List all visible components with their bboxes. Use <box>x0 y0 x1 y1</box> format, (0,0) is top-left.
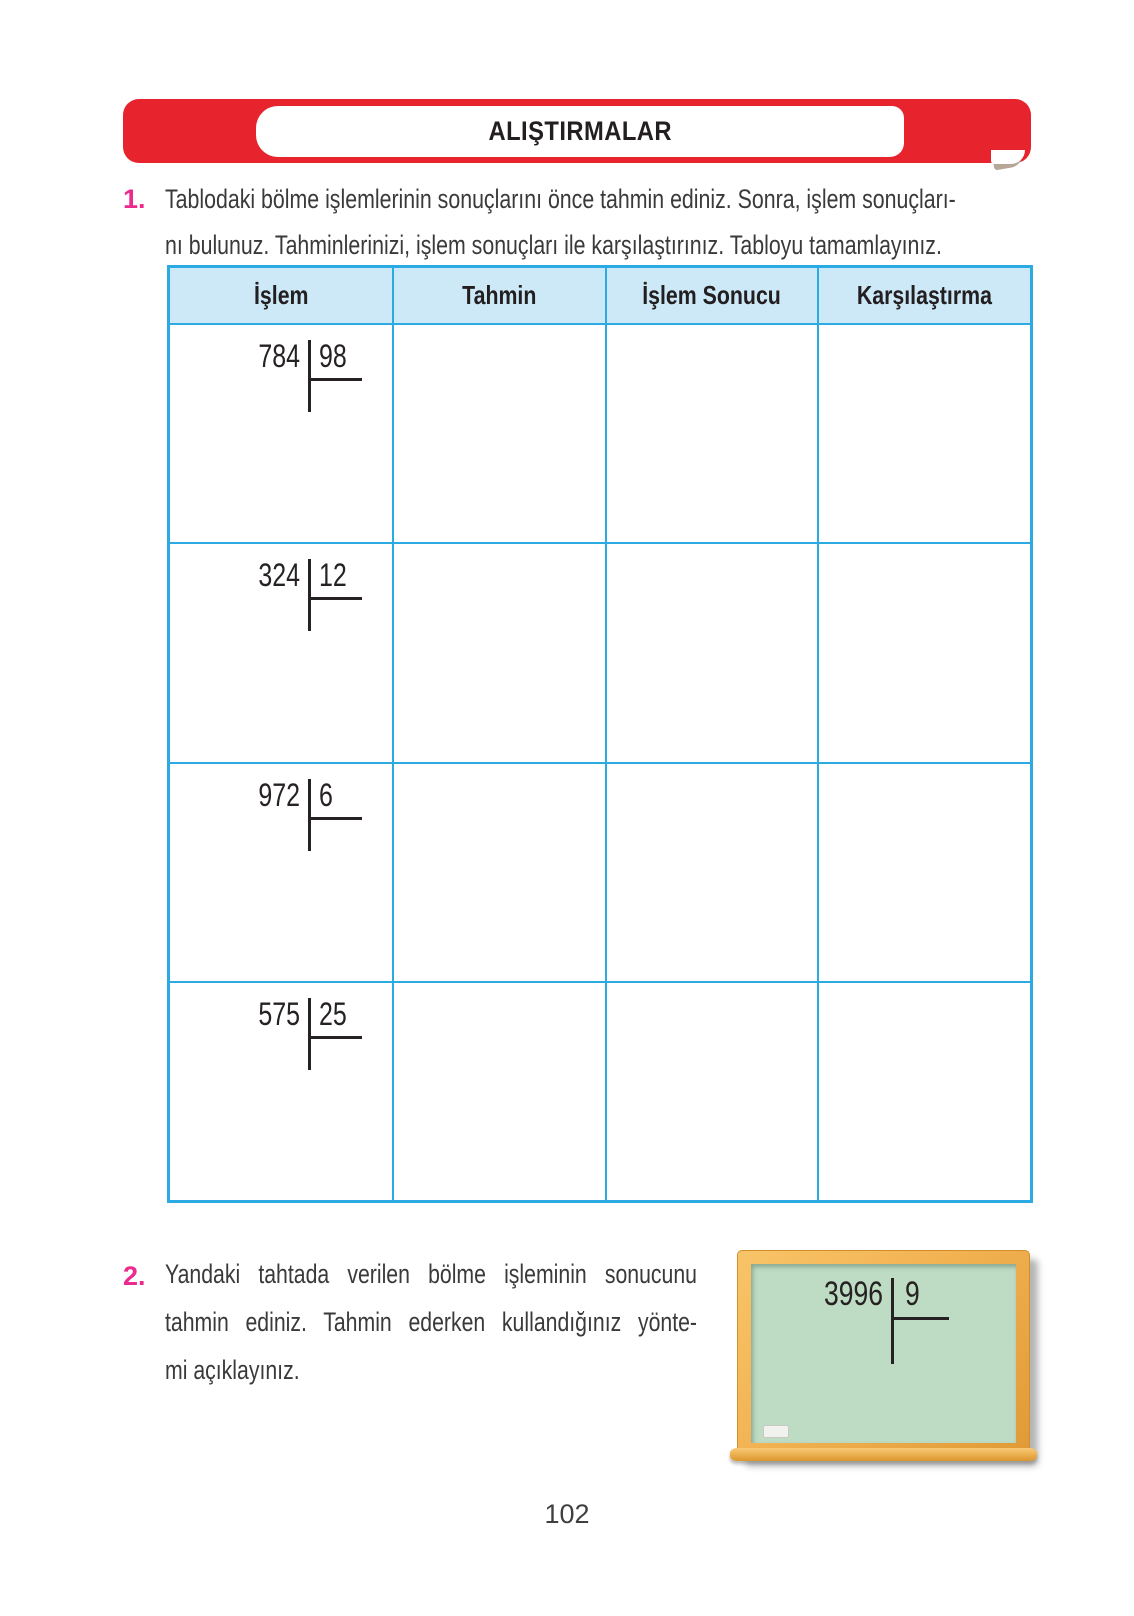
sonuc-cell-row2[interactable] <box>605 542 818 761</box>
tahmin-cell-row1[interactable] <box>392 323 605 542</box>
exercise1-line2: nı bulunuz. Tahminlerinizi, işlem sonuçları ile karşılaştırınız. Tabloyu tamamlayınız. <box>165 230 942 260</box>
dividend: 575 <box>258 995 300 1032</box>
karsilastirma-cell-row3[interactable] <box>817 762 1030 981</box>
sonuc-cell-row4[interactable] <box>605 981 818 1200</box>
dividend: 324 <box>258 557 300 594</box>
division-horizontal-line <box>308 597 362 600</box>
islem-cell-row1 <box>170 323 392 542</box>
table-header-islem: İşlem <box>170 268 392 323</box>
exercises-banner <box>123 99 1031 163</box>
division-horizontal-line <box>308 817 362 820</box>
chalkboard-surface <box>751 1264 1016 1443</box>
exercise2-line3: mi açıklayınız. <box>165 1355 300 1385</box>
division-problem-3 <box>222 777 392 855</box>
exercise1-line1: Tablodaki bölme işlemlerinin sonuçlarını önce tahmin ediniz. Sonra, işlem sonuçları- <box>165 184 956 214</box>
exercise2-text <box>165 1250 697 1394</box>
divisor: 98 <box>319 338 347 374</box>
division-problem-2 <box>222 557 392 635</box>
page-number: 102 <box>544 1499 590 1529</box>
karsilastirma-cell-row1[interactable] <box>817 323 1030 542</box>
islem-cell-row3 <box>170 762 392 981</box>
board-eraser <box>763 1425 789 1438</box>
dividend: 3996 <box>824 1275 883 1313</box>
division-vertical-line <box>308 559 311 631</box>
division-horizontal-line <box>891 1317 949 1320</box>
table-header-tahmin: Tahmin <box>392 268 605 323</box>
chalkboard <box>737 1250 1030 1457</box>
division-horizontal-line <box>308 1036 362 1039</box>
divisor: 25 <box>319 995 347 1032</box>
islem-cell-row2 <box>170 542 392 761</box>
division-table <box>167 265 1033 1203</box>
karsilastirma-cell-row4[interactable] <box>817 981 1030 1200</box>
division-vertical-line <box>308 779 311 851</box>
exercise2-line2: tahmin ediniz. Tahmin ederken kullandığınız yönte- <box>165 1307 698 1337</box>
divisor: 12 <box>319 557 347 594</box>
divisor: 9 <box>905 1275 920 1313</box>
division-vertical-line <box>891 1278 894 1364</box>
division-vertical-line <box>308 998 311 1070</box>
division-horizontal-line <box>308 378 362 381</box>
exercise2-number: 2. <box>123 1261 146 1291</box>
tahmin-cell-row2[interactable] <box>392 542 605 761</box>
banner-title: ALIŞTIRMALAR <box>488 116 672 146</box>
table-header-islem-sonucu: İşlem Sonucu <box>605 268 818 323</box>
sonuc-cell-row1[interactable] <box>605 323 818 542</box>
division-problem-1 <box>222 338 392 416</box>
exercise1-number: 1. <box>123 184 146 214</box>
exercise2-line1: Yandaki tahtada verilen bölme işleminin sonucunu <box>165 1259 698 1289</box>
dividend: 784 <box>258 338 300 374</box>
sonuc-cell-row3[interactable] <box>605 762 818 981</box>
division-vertical-line <box>308 340 311 412</box>
dividend: 972 <box>258 776 300 813</box>
banner-title-plate <box>256 106 904 157</box>
chalkboard-tray <box>730 1448 1037 1461</box>
divisor: 6 <box>319 776 333 813</box>
division-problem-4 <box>222 996 392 1074</box>
board-division-problem <box>781 1276 971 1354</box>
karsilastirma-cell-row2[interactable] <box>817 542 1030 761</box>
exercise1-text <box>165 176 1010 268</box>
table-header-karsilastirma: Karşılaştırma <box>817 268 1030 323</box>
tahmin-cell-row4[interactable] <box>392 981 605 1200</box>
islem-cell-row4 <box>170 981 392 1200</box>
tahmin-cell-row3[interactable] <box>392 762 605 981</box>
